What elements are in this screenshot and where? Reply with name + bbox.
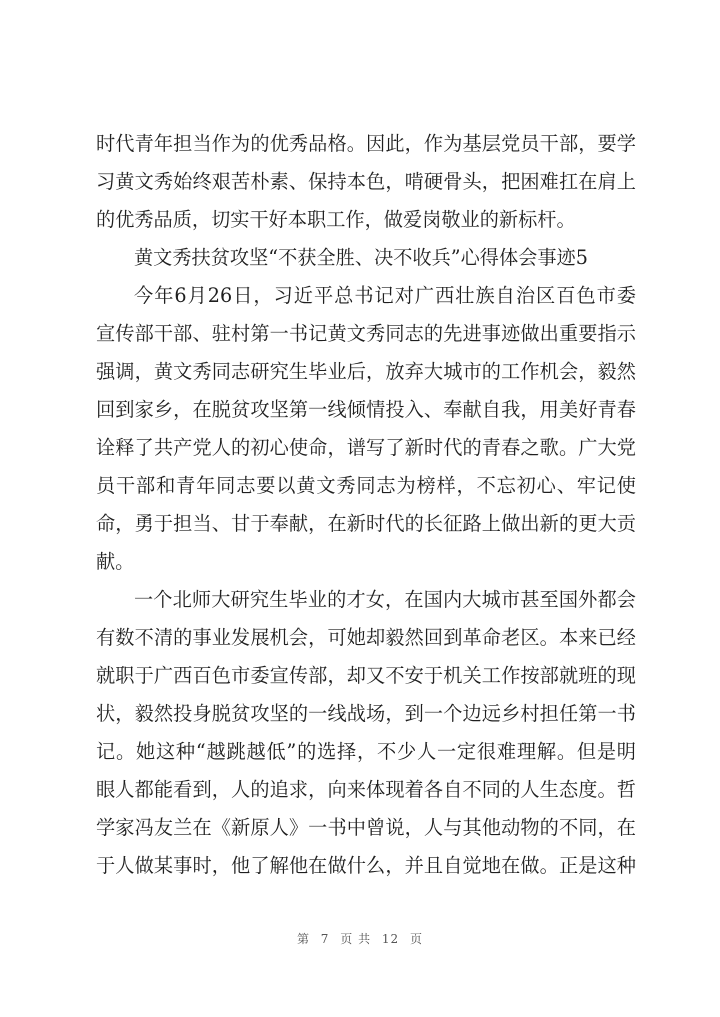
paragraph-3-line-5: 记。她这种“越跳越低”的选择，不少人一定很难理解。但是明	[96, 740, 636, 763]
paragraph-1-line-3: 的优秀品质，切实干好本职工作，做爱岗敬业的新标杆。	[96, 208, 576, 231]
section-heading: 黄文秀扶贫攻坚“不获全胜、决不收兵”心得体会事迹5	[134, 246, 588, 269]
paragraph-3-line-6: 眼人都能看到，人的追求，向来体现着各自不同的人生态度。哲	[96, 778, 636, 801]
footer-middle: 页 共	[340, 932, 372, 946]
paragraph-2-line-6: 员干部和青年同志要以黄文秀同志为榜样，不忘初心、牢记使	[96, 474, 636, 497]
paragraph-1-line-1: 时代青年担当作为的优秀品格。因此，作为基层党员干部，要学	[96, 132, 636, 155]
paragraph-3-line-3: 就职于广西百色市委宣传部，却又不安于机关工作按部就班的现	[96, 664, 636, 687]
paragraph-3-line-2: 有数不清的事业发展机会，可她却毅然回到革命老区。本来已经	[96, 626, 636, 649]
paragraph-2-line-3: 强调，黄文秀同志研究生毕业后，放弃大城市的工作机会，毅然	[96, 360, 636, 383]
paragraph-2-line-7: 命，勇于担当、甘于奉献，在新时代的长征路上做出新的更大贡	[96, 512, 636, 535]
footer-page-number: 7	[320, 932, 330, 946]
paragraph-3-line-1: 一个北师大研究生毕业的才女，在国内大城市甚至国外都会	[134, 588, 636, 611]
footer-total-pages: 12	[381, 932, 400, 946]
paragraph-2-line-8: 献。	[96, 550, 135, 573]
paragraph-3-line-8: 于人做某事时，他了解他在做什么，并且自觉地在做。正是这种	[96, 854, 636, 877]
paragraph-3-line-4: 状，毅然投身脱贫攻坚的一线战场，到一个边远乡村担任第一书	[96, 702, 636, 725]
paragraph-2-line-1: 今年6月26日，习近平总书记对广西壮族自治区百色市委	[134, 284, 636, 307]
footer-suffix: 页	[410, 932, 424, 946]
paragraph-2-line-5: 诠释了共产党人的初心使命，谱写了新时代的青春之歌。广大党	[96, 436, 636, 459]
paragraph-3-line-7: 学家冯友兰在《新原人》一书中曾说，人与其他动物的不同，在	[96, 816, 636, 839]
paragraph-1-line-2: 习黄文秀始终艰苦朴素、保持本色，啃硬骨头，把困难扛在肩上	[96, 170, 636, 193]
paragraph-2-line-4: 回到家乡，在脱贫攻坚第一线倾情投入、奉献自我，用美好青春	[96, 398, 636, 421]
page-footer	[0, 930, 720, 947]
footer-prefix: 第	[296, 932, 310, 946]
paragraph-2-line-2: 宣传部干部、驻村第一书记黄文秀同志的先进事迹做出重要指示	[96, 322, 636, 345]
